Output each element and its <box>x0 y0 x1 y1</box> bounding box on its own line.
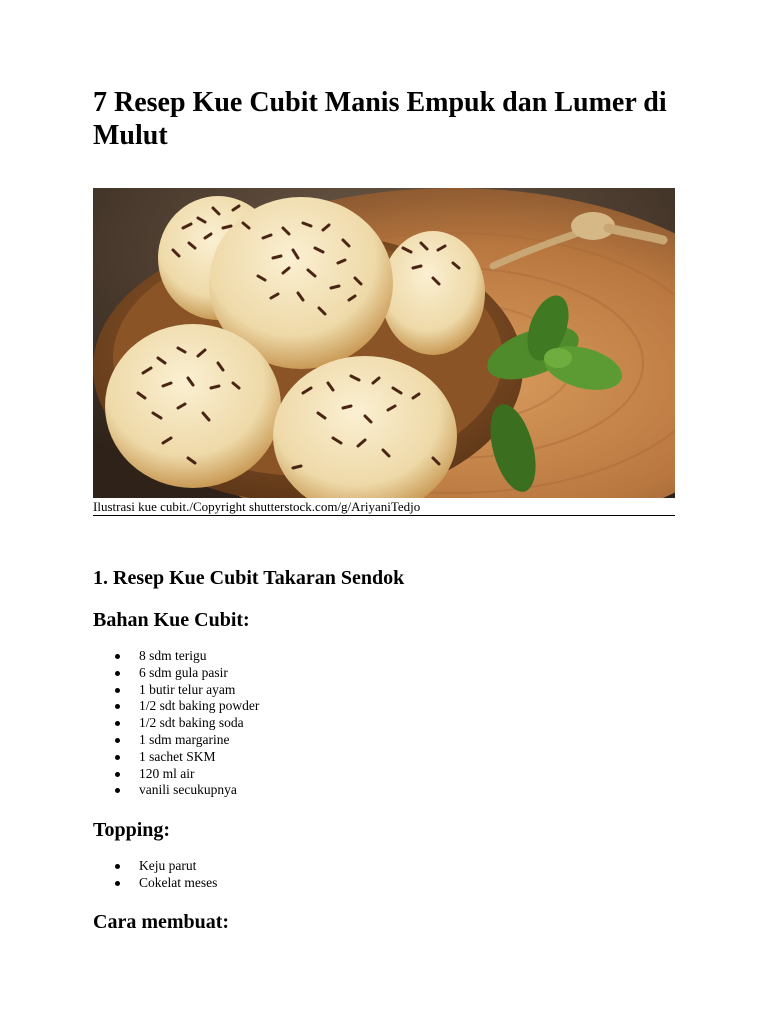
list-item <box>93 782 259 799</box>
kue-cubit-cakes <box>105 196 485 498</box>
toppings-list <box>93 858 217 892</box>
bullet-icon <box>115 864 120 869</box>
list-item <box>93 875 217 892</box>
topping-heading: Topping: <box>93 819 171 841</box>
recipe-heading: 1. Resep Kue Cubit Takaran Sendok <box>93 567 405 589</box>
list-item <box>93 766 259 783</box>
bullet-icon <box>115 721 120 726</box>
ingredients-heading: Bahan Kue Cubit: <box>93 609 250 631</box>
bullet-icon <box>115 738 120 743</box>
list-item-text: vanili secukupnya <box>139 782 237 798</box>
ingredients-list <box>93 648 259 799</box>
article-title: 7 Resep Kue Cubit Manis Empuk dan Lumer di Mulut <box>93 87 667 151</box>
bullet-icon <box>115 755 120 760</box>
image-caption: Ilustrasi kue cubit./Copyright shutterstock.com/g/AriyaniTedjo <box>93 499 675 516</box>
list-item-text: 8 sdm terigu <box>139 648 207 663</box>
list-item-text: 6 sdm gula pasir <box>139 664 228 680</box>
list-item <box>93 749 259 766</box>
photo-illustration <box>93 188 675 498</box>
bullet-icon <box>115 688 120 693</box>
list-item-text: Keju parut <box>139 858 197 873</box>
list-item <box>93 698 259 715</box>
list-item-text: 1/2 sdt baking powder <box>139 698 260 714</box>
kue-cubit-photo <box>93 188 675 498</box>
bullet-icon <box>115 671 120 676</box>
list-item <box>93 682 259 699</box>
bullet-icon <box>115 704 120 709</box>
list-item-text: 1 butir telur ayam <box>139 681 236 697</box>
list-item <box>93 665 259 682</box>
list-item-text: 1 sdm margarine <box>139 731 230 747</box>
list-item-text: Cokelat meses <box>139 874 218 890</box>
list-item-text: 1 sachet SKM <box>139 748 216 764</box>
list-item <box>93 715 259 732</box>
list-item-text: 1/2 sdt baking soda <box>139 715 244 731</box>
bullet-icon <box>115 881 120 886</box>
list-item <box>93 858 217 875</box>
list-item-text: 120 ml air <box>139 765 195 781</box>
bullet-icon <box>115 654 120 659</box>
method-heading: Cara membuat: <box>93 911 230 933</box>
list-item <box>93 648 259 665</box>
bullet-icon <box>115 788 120 793</box>
list-item <box>93 732 259 749</box>
bullet-icon <box>115 772 120 777</box>
